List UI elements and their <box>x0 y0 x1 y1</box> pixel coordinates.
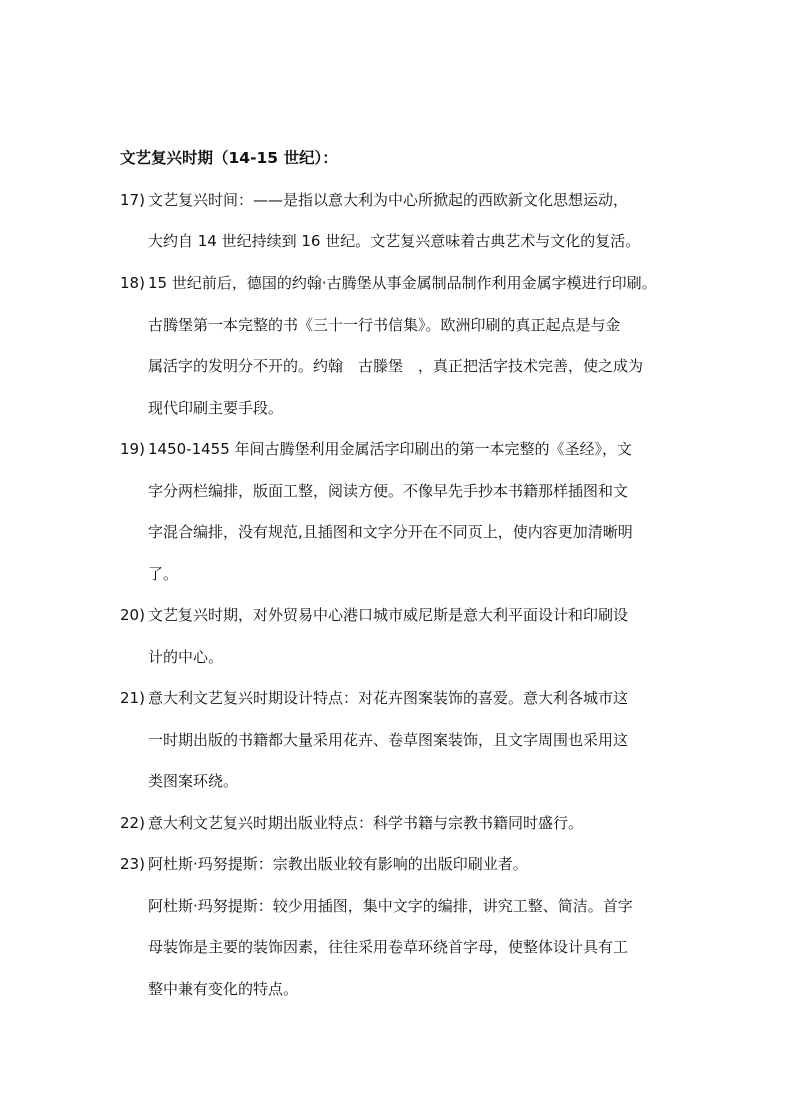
list-item-21-line-1 <box>120 686 628 710</box>
list-item-20-line-2: 计的中心。 <box>148 648 224 666</box>
list-item-19-line-3: 字混合编排，没有规范,且插图和文字分开在不同页上，使内容更加清晰明 <box>148 523 633 541</box>
list-item-22-line-1 <box>120 811 583 835</box>
item-number: 21) <box>120 689 145 707</box>
item-text: 文艺复兴时期，对外贸易中心港口城市威尼斯是意大利平面设计和印刷设 <box>148 606 629 624</box>
item-number: 22) <box>120 814 145 832</box>
section-heading: 文艺复兴时期（14-15 世纪）： <box>120 149 338 167</box>
list-item-19-line-2: 字分两栏编排，版面工整，阅读方便。不像早先手抄本书籍那样插图和文 <box>148 482 629 500</box>
list-item-18-line-4: 现代印刷主要手段。 <box>148 399 284 417</box>
list-item-23-line-1 <box>120 852 528 876</box>
item-number: 20) <box>120 606 145 624</box>
list-item-23-line-3: 母装饰是主要的装饰因素，往往采用卷草环绕首字母，使整体设计具有工 <box>148 938 629 956</box>
item-number: 19) <box>120 440 145 458</box>
item-text: 文艺复兴时间：——是指以意大利为中心所掀起的西欧新文化思想运动， <box>148 191 629 209</box>
item-text: 阿杜斯·玛努提斯：宗教出版业较有影响的出版印刷业者。 <box>148 855 528 873</box>
item-text: 意大利文艺复兴时期出版业特点：科学书籍与宗教书籍同时盛行。 <box>148 814 584 832</box>
list-item-18-line-3: 属活字的发明分不开的。约翰 古滕堡 ，真正把活字技术完善，使之成为 <box>148 357 644 375</box>
item-text: 15 世纪前后，德国的约翰·古腾堡从事金属制品制作利用金属字模进行印刷。 <box>148 274 657 292</box>
list-item-19-line-4: 了。 <box>148 565 179 583</box>
list-item-21-line-2: 一时期出版的书籍都大量采用花卉、卷草图案装饰，且文字周围也采用这 <box>148 731 629 749</box>
list-item-19-line-1 <box>120 437 632 461</box>
list-item-23-line-4: 整中兼有变化的特点。 <box>148 980 299 998</box>
list-item-18-line-1 <box>120 271 657 295</box>
item-text: 1450-1455 年间古腾堡利用金属活字印刷出的第一本完整的《圣经》，文 <box>148 440 633 458</box>
item-number: 23) <box>120 855 145 873</box>
item-text: 意大利文艺复兴时期设计特点：对花卉图案装饰的喜爱。意大利各城市这 <box>148 689 629 707</box>
list-item-17-line-1 <box>120 188 628 212</box>
list-item-23-line-2: 阿杜斯·玛努提斯：较少用插图，集中文字的编排，讲究工整、简洁。首字 <box>148 897 633 915</box>
item-number: 17) <box>120 191 145 209</box>
list-item-21-line-3: 类图案环绕。 <box>148 772 239 790</box>
item-number: 18) <box>120 274 145 292</box>
list-item-17-line-2: 大约自 14 世纪持续到 16 世纪。文艺复兴意味着古典艺术与文化的复活。 <box>148 232 641 250</box>
list-item-18-line-2: 古腾堡第一本完整的书《三十一行书信集》。欧洲印刷的真正起点是与金 <box>148 316 621 334</box>
list-item-20-line-1 <box>120 603 628 627</box>
